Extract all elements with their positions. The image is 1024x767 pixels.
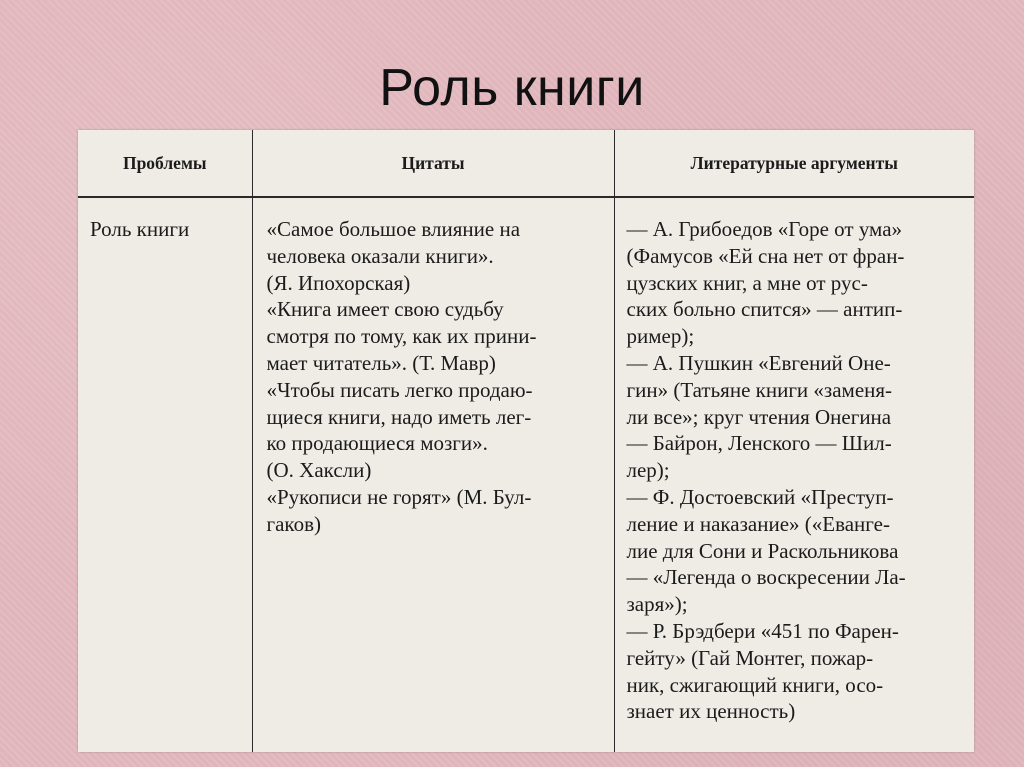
- argument-line: знает их ценность): [626, 699, 796, 724]
- argument-line: — А. Пушкин «Евгений Оне-: [626, 350, 891, 375]
- argument-line: ление и наказание» («Еванге-: [626, 511, 890, 536]
- argument-line: заря»);: [626, 592, 688, 617]
- quote-line: ко продающиеся мозги».: [266, 431, 488, 456]
- argument-line: гейту» (Гай Монтег, пожар-: [626, 645, 874, 670]
- argument-line: ник, сжигающий книги, осо-: [626, 672, 884, 697]
- argument-line: — «Легенда о воскресении Ла-: [626, 565, 906, 590]
- quote-line: «Чтобы писать легко продаю-: [266, 377, 533, 402]
- header-quotes: Цитаты: [252, 130, 614, 197]
- quote-line: мает читатель». (Т. Мавр): [266, 350, 496, 375]
- quote-line: «Книга имеет свою судьбу: [266, 297, 504, 322]
- header-problems: Проблемы: [78, 130, 252, 197]
- quote-line: (О. Хаксли): [266, 458, 372, 483]
- quote-line: «Рукописи не горят» (М. Бул-: [266, 484, 532, 509]
- argument-line: цузских книг, а мне от рус-: [626, 270, 868, 295]
- quote-line: гаков): [266, 511, 321, 536]
- arguments-cell: [614, 197, 974, 752]
- quote-line: щиеся книги, надо иметь лег-: [266, 404, 532, 429]
- table-header-row: [78, 130, 974, 197]
- argument-line: (Фамусов «Ей сна нет от фран-: [626, 243, 905, 268]
- problem-text: Роль книги: [90, 217, 190, 241]
- argument-line: ских больно спится» — антип-: [626, 297, 903, 322]
- slide-title: Роль книги: [379, 59, 645, 117]
- arguments-table: [78, 130, 974, 752]
- argument-line: — А. Грибоедов «Горе от ума»: [626, 217, 903, 241]
- argument-line: ример);: [626, 324, 695, 349]
- argument-line: — Ф. Достоевский «Преступ-: [626, 484, 894, 509]
- quote-line: (Я. Ипохорская): [266, 270, 411, 295]
- argument-line: ли все»; круг чтения Онегина: [626, 404, 892, 429]
- argument-line: лие для Сони и Раскольникова: [626, 538, 899, 563]
- argument-line: гин» (Татьяне книги «заменя-: [626, 377, 893, 402]
- quote-line: человека оказали книги».: [266, 243, 494, 268]
- argument-line: — Р. Брэдбери «451 по Фарен-: [626, 618, 899, 643]
- table-row: [78, 197, 974, 752]
- quote-line: «Самое большое влияние на: [266, 217, 521, 241]
- argument-line: лер);: [626, 458, 670, 483]
- scanned-table-image: [78, 130, 974, 752]
- header-literary-arguments: Литературные аргументы: [614, 130, 974, 197]
- quotes-cell: [252, 197, 614, 752]
- problem-cell: [78, 197, 252, 752]
- quote-line: смотря по тому, как их прини-: [266, 324, 537, 349]
- argument-line: — Байрон, Ленского — Шил-: [626, 431, 892, 456]
